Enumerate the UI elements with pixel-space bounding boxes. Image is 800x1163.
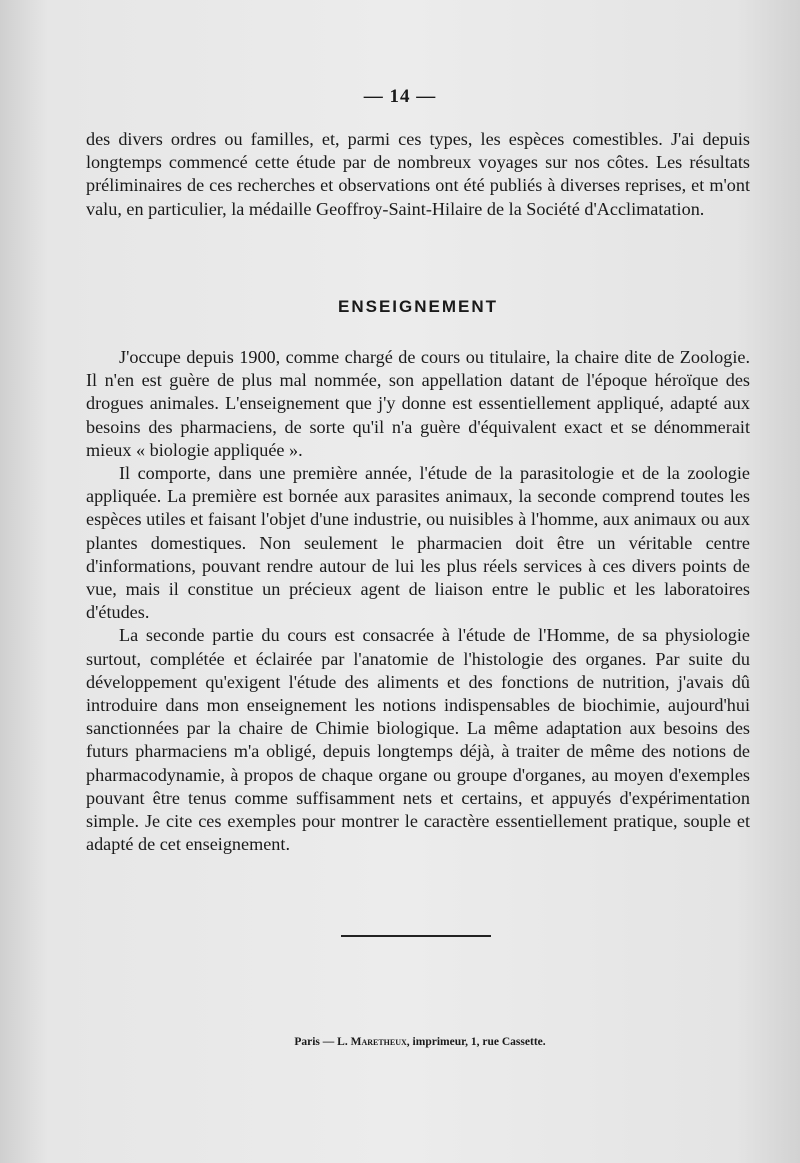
imprint-suffix: , imprimeur, 1, rue Cassette. — [406, 1036, 546, 1048]
section-heading: ENSEIGNEMENT — [337, 297, 499, 316]
body-text-block — [86, 346, 750, 856]
printer-imprint — [0, 1036, 800, 1048]
imprint-printer-name: Maretheux — [350, 1036, 407, 1048]
intro-text-block — [86, 128, 750, 221]
section-divider-rule — [341, 935, 491, 937]
paragraph-1: J'occupe depuis 1900, comme chargé de cours ou titulaire, la chaire dite de Zoologie. Il n'en est guère de plus mal nommée, son appellation datant de l'époque héroïque des drogues animales. L'enseignement que j'y donne est essentiellement appliqué, adapté aux besoins des pharmaciens, de sorte qu'il n'a guère d'équivalent exact et se dénommerait mieux « biologie appliquée ». — [86, 347, 750, 460]
imprint-prefix: Paris — L. — [294, 1036, 348, 1048]
paragraph-2: Il comporte, dans une première année, l'étude de la parasitologie et de la zoologie appliquée. La première est bornée aux parasites animaux, la seconde comprend toutes les espèces utiles et faisant l'objet d'une industrie, ou nuisibles à l'homme, aux animaux ou aux plantes domestiques. Non seulement le pharmacien doit être un véritable centre d'informations, pouvant rendre autour de lui les plus réels services à ces divers points de vue, mais il constitue un précieux agent de liaison entre le public et les laboratoires d'études. — [86, 463, 750, 623]
paragraph-3: La seconde partie du cours est consacrée à l'étude de l'Homme, de sa physiologie surtout, complétée et éclairée par l'anatomie de l'histologie des organes. Par suite du développement qu'exigent l'étude des aliments et des fonctions de nutrition, j'avais dû introduire dans mon enseignement les notions indispensables de biochimie, aujourd'hui sanctionnées par la chaire de Chimie biologique. La même adaptation aux besoins des futurs pharmaciens m'a obligé, depuis longtemps déjà, à traiter de même des notions de pharmacodynamie, à propos de chaque organe ou groupe d'organes, au moyen d'exemples pouvant être tenus comme suffisamment nets et certains, et appuyés d'expérimentation simple. Je cite ces exemples pour montrer le caractère essentiellement pratique, souple et adapté de cet enseignement. — [86, 625, 750, 855]
page-number: — 14 — — [363, 86, 437, 107]
intro-paragraph: des divers ordres ou familles, et, parmi ces types, les espèces comestibles. J'ai depuis longtemps commencé cette étude par de nombreux voyages sur nos côtes. Les résultats préliminaires de ces recherches et observations ont été publiés à diverses reprises, et m'ont valu, en particulier, la médaille Geoffroy-Saint-Hilaire de la Société d'Acclimatation. — [86, 129, 750, 219]
